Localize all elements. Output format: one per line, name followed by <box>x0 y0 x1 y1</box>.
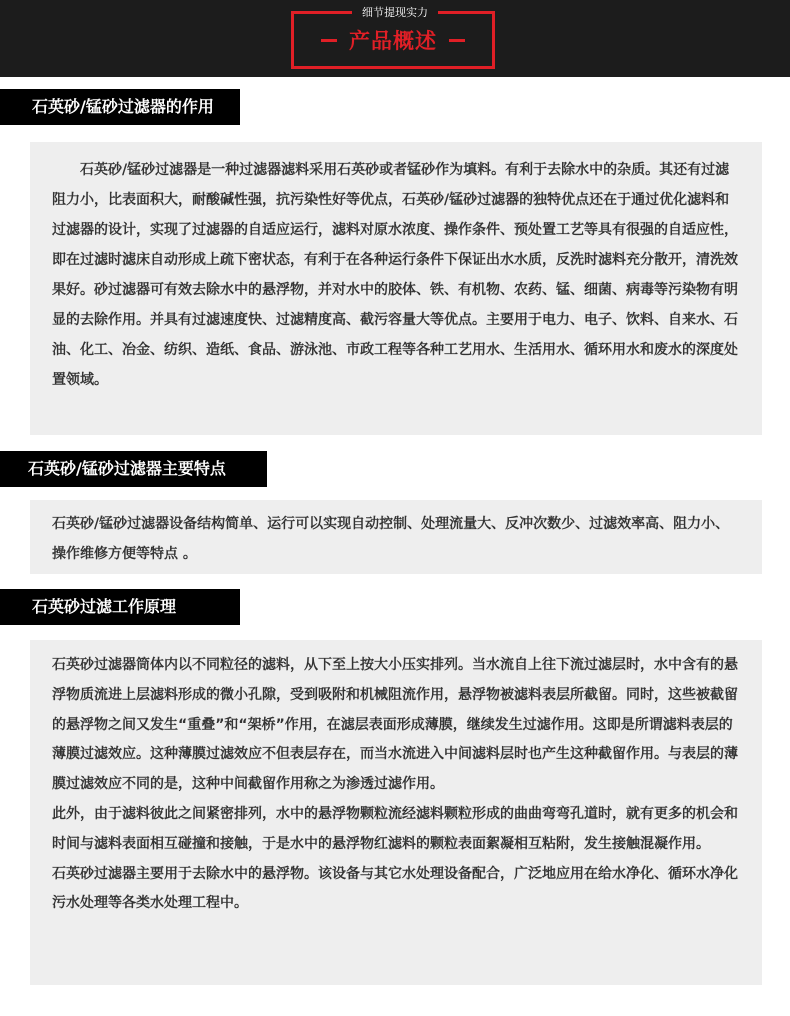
right-dash <box>449 39 465 42</box>
banner-title <box>291 23 495 57</box>
section-paragraph: 此外，由于滤料彼此之间紧密排列，水中的悬浮物颗粒流经滤料颗粒形成的曲曲弯弯孔道时，就有更多的机会和时间与滤料表面相互碰撞和接触，于是水中的悬浮物红滤料的颗粒表面絮凝相互粘附，发生接触混凝作用。 <box>52 805 738 852</box>
section-heading-text: 石英砂/锰砂过滤器主要特点 <box>28 459 226 478</box>
section-heading-principle <box>0 589 240 625</box>
section-paragraph: 石英砂过滤器筒体内以不同粒径的滤料，从下至上按大小压实排列。当水流自上往下流过滤层时，水中含有的悬浮物质流进上层滤料形成的微小孔隙，受到吸附和机械阻流作用，悬浮物被滤料表层所截留。同时，这些被截留的悬浮物之间又发生“重叠”和“架桥”作用，在滤层表面形成薄膜，继续发生过滤作用。这即是所谓滤料表层的薄膜过滤效应。这种薄膜过滤效应不但表层存在，而当水流进入中间滤料层时也产生这种截留作用。与表层的薄膜过滤效应不同的是，这种中间截留作用称之为渗透过滤作用。 <box>52 657 738 793</box>
section-heading-text: 石英砂过滤工作原理 <box>32 597 177 616</box>
top-banner <box>0 0 790 77</box>
section-heading-features <box>0 451 267 487</box>
section-heading-function <box>0 89 240 125</box>
section-heading-text: 石英砂/锰砂过滤器的作用 <box>32 97 214 116</box>
banner-title-text: 产品概述 <box>349 29 437 53</box>
section-content-function <box>30 142 762 435</box>
section-content-principle <box>30 640 762 985</box>
section-content-features <box>30 500 762 574</box>
section-paragraph: 石英砂/锰砂过滤器是一种过滤器滤料采用石英砂或者锰砂作为填料。有利于去除水中的杂质。其还有过滤阻力小，比表面积大，耐酸碱性强，抗污染性好等优点，石英砂/锰砂过滤器的独特优点还在于通过优化滤料和过滤器的设计，实现了过滤器的自适应运行，滤料对原水浓度、操作条件、预处置工艺等具有很强的自适应性，即在过滤时滤床自动形成上疏下密状态，有利于在各种运行条件下保证出水水质，反洗时滤料充分散开，清洗效果好。砂过滤器可有效去除水中的悬浮物，并对水中的胶体、铁、有机物、农药、锰、细菌、病毒等污染物有明显的去除作用。并具有过滤速度快、过滤精度高、截污容量大等优点。主要用于电力、电子、饮料、自来水、石油、化工、冶金、纺织、造纸、食品、游泳池、市政工程等各种工艺用水、生活用水、循环用水和废水的深度处置领域。 <box>52 162 738 388</box>
section-paragraph: 石英砂/锰砂过滤器设备结构简单、运行可以实现自动控制、处理流量大、反冲次数少、过滤效率高、阻力小、操作维修方便等特点 。 <box>52 516 730 562</box>
section-paragraph: 石英砂过滤器主要用于去除水中的悬浮物。该设备与其它水处理设备配合，广泛地应用在给水净化、循环水净化污水处理等各类水处理工程中。 <box>52 865 738 912</box>
banner-subtitle <box>0 5 790 21</box>
left-dash <box>321 39 337 42</box>
banner-subtitle-text: 细节提现实力 <box>352 6 438 19</box>
